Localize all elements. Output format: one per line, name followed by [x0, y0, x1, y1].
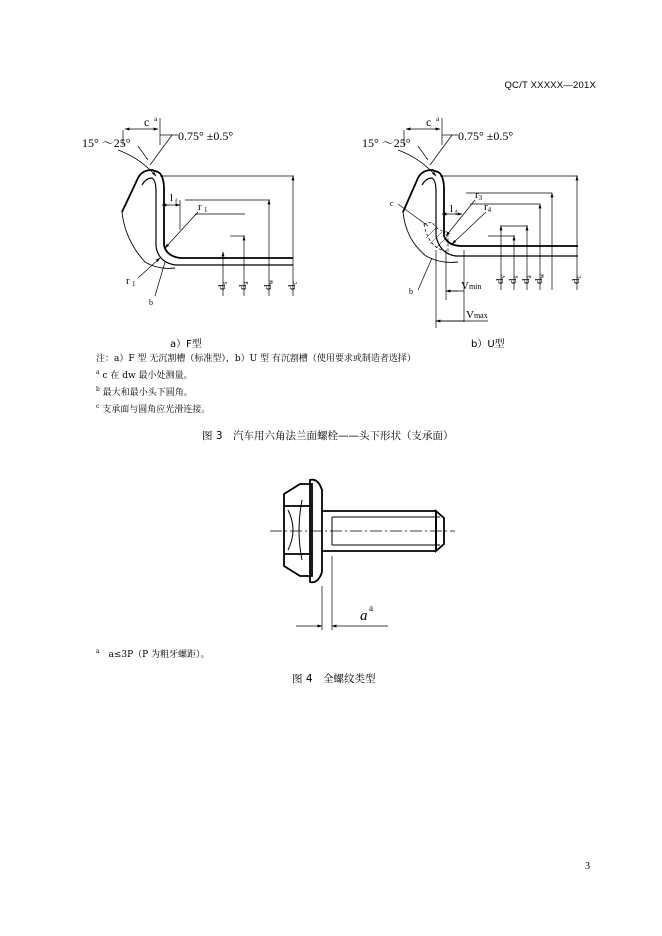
figure-3a-labels — [82, 115, 299, 307]
fig3b-lf-sub: f — [455, 209, 458, 217]
figure-4-title: 图 4 全螺纹类型 — [292, 673, 376, 685]
fig3-note-a-text: c 在 dw 最小处测量。 — [102, 371, 193, 381]
fig3b-lf-label: l — [450, 203, 454, 215]
fig3b-angle-range-label: 15° ～25° — [362, 136, 411, 150]
fig3-note-c-mark: c — [96, 403, 100, 410]
fig3-note-b-mark: b — [96, 386, 100, 393]
fig3a-caption: a）F型 — [170, 339, 202, 350]
fig3a-b-label: b — [149, 298, 153, 307]
fig3b-dc-label: dc — [570, 275, 583, 284]
fig3b-dw-label: dw — [533, 273, 546, 284]
page-number: 3 — [585, 861, 590, 872]
fig3b-r4-label: r4 — [484, 201, 492, 214]
fig3a-r1-top-sub: 1 — [204, 206, 208, 214]
fig4-note-mark: a — [96, 648, 100, 655]
fig3b-da-label: da — [520, 275, 533, 284]
fig3b-c-label: c — [426, 115, 432, 129]
fig3-note-b — [96, 385, 193, 398]
figure-3-title: 图 3 汽车用六角法兰面螺栓——头下形状（支承面） — [202, 430, 454, 442]
fig3b-ds-label: ds — [507, 275, 520, 284]
fig3a-c-label: c — [144, 115, 150, 129]
fig3b-vmin-label: Vmin — [461, 280, 482, 292]
fig3b-c-sup: a — [436, 115, 440, 123]
fig3a-lf-sub: f — [175, 198, 178, 206]
fig3a-ds-label: ds — [216, 281, 229, 290]
figure-4-labels — [360, 603, 373, 624]
fig3a-dc-label: dc — [286, 281, 299, 290]
fig3-note-a — [96, 368, 193, 381]
fig3a-lf-label: l — [170, 192, 174, 204]
fig4-note — [96, 647, 210, 660]
fig3a-r1-bottom-sub: 1 — [132, 280, 136, 288]
fig3a-r1-top-label: r — [198, 201, 202, 213]
figure-3b-labels — [362, 115, 583, 321]
fig3-note-b-text: 最大和最小头下圆角。 — [102, 388, 193, 398]
fig3b-c-mark-label: c — [390, 199, 394, 208]
fig3a-c-sup: a — [154, 115, 158, 123]
fig3a-r1-bottom-label: r — [126, 275, 130, 287]
figure-3b-drawing — [398, 118, 578, 328]
fig3b-vmax-label: Vmax — [466, 309, 488, 321]
document-code: QC/T XXXXX—201X — [504, 80, 596, 91]
fig3-note-a-mark: a — [96, 369, 100, 376]
fig3a-taper-label: 0.75° ±0.5° — [178, 129, 234, 143]
fig3-note-c-text: 支承面与圆角应光滑连接。 — [102, 405, 211, 415]
fig3b-taper-label: 0.75° ±0.5° — [458, 129, 514, 143]
fig3a-dw-label: dw — [262, 279, 275, 290]
fig3b-dv-label: dv — [494, 275, 507, 284]
fig3b-r3-label: r3 — [475, 189, 483, 202]
fig4-dim-a-label: a — [360, 608, 368, 624]
fig4-dim-a-sup: a — [369, 603, 373, 613]
fig3a-angle-range-label: 15° ～25° — [82, 136, 131, 150]
fig3-note-c — [96, 402, 210, 415]
fig3b-caption: b）U型 — [471, 339, 505, 350]
fig3a-da-label: da — [237, 281, 250, 290]
fig4-note-text: a≤3P（P 为粗牙螺距）。 — [108, 650, 210, 660]
fig3-note-main: 注：a）F 型 无沉割槽（标准型），b）U 型 有沉割槽（使用要求或制造者选择） — [96, 354, 416, 364]
fig3b-b-label: b — [409, 287, 413, 296]
